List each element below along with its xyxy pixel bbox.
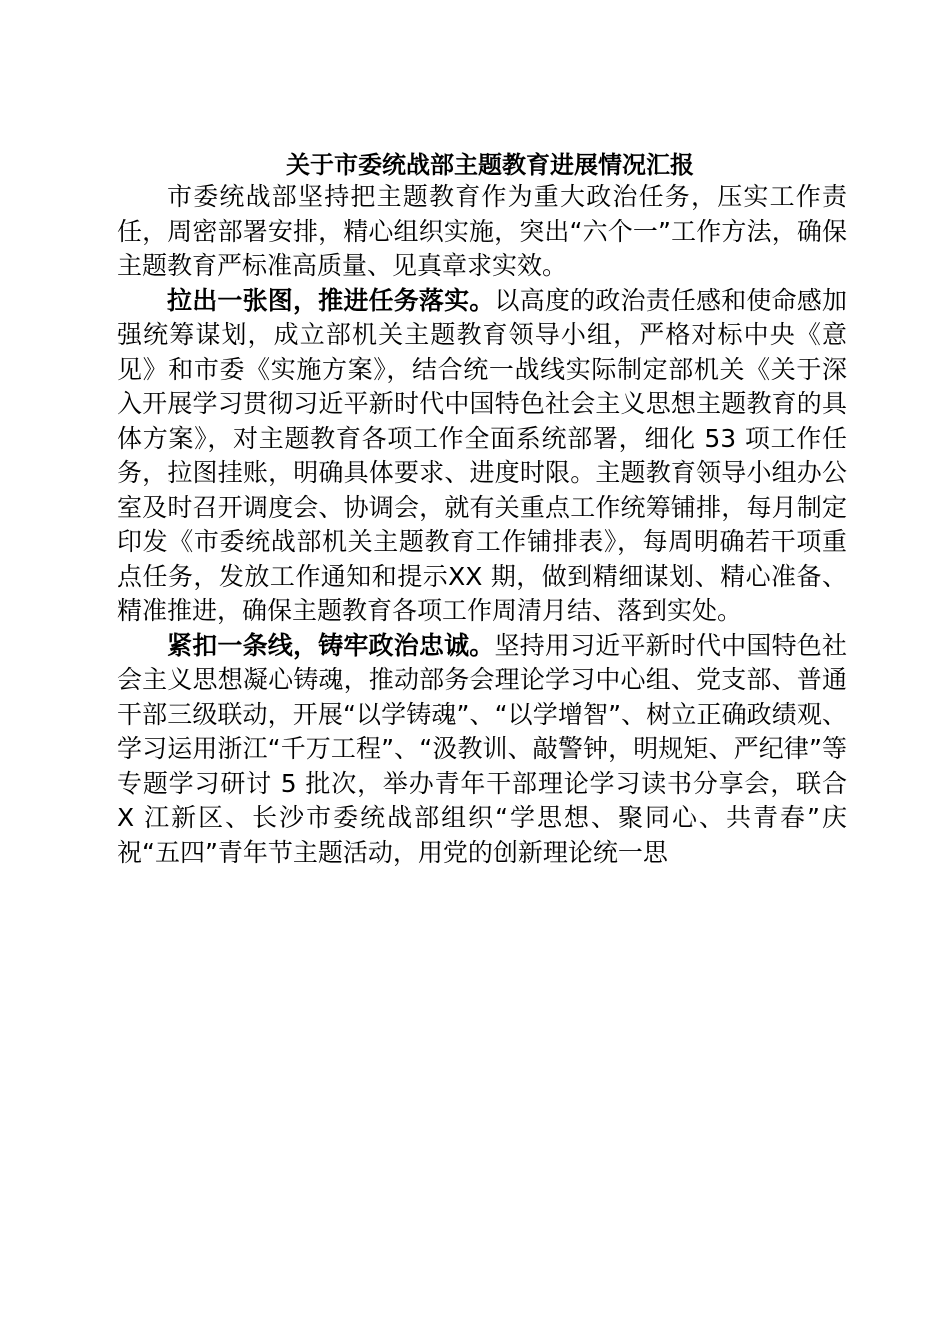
document-title: 关于市委统战部主题教育进展情况汇报 (286, 151, 694, 179)
paragraph-intro-text: 市委统战部坚持把主题教育作为重大政治任务，压实工作责任，周密部署安排，精心组织实施，突出“六个一”工作方法，确保主题教育严标准高质量、见真章求实效。 (117, 182, 847, 280)
paragraph-task-text: 以高度的政治责任感和使命感加强统筹谋划，成立部机关主题教育领导小组，严格对标中央《意见》和市委《实施方案》，结合统一战线实际制定部机关《关于深入开展学习贯彻习近平新时代中国特色社会主义思想主题教育的具体方案》，对主题教育各项工作全面系统部署，细化 53 项工作任务，拉图挂账，明确具体要求、进度时限。主题教育领导小组办公室及时召开调度会、协调会，就有关重点工作统筹铺排，每月制定印发《市委统战部机关主题教育工作铺排表》，每周明确若干项重点任务，发放工作通知和提示XX 期，做到精细谋划、精心准备、精准推进，确保主题教育各项工作周清月结、落到实处。 (117, 285, 847, 625)
paragraph-loyalty-text: 坚持用习近平新时代中国特色社会主义思想凝心铸魂，推动部务会理论学习中心组、党支部、普通干部三级联动，开展“以学铸魂”、“以学增智”、树立正确政绩观、学习运用浙江“千万工程”、“汲教训、敲警钟，明规矩、严纪律”等专题学习研讨 5 批次，举办青年干部理论学习读书分享会，联合 X 江新区、长沙市委统战部组织“学思想、聚同心、共青春”庆祝“五四”青年节主题活动，用党的创新理论统一思 (117, 630, 847, 867)
paragraph-political-loyalty (117, 629, 847, 871)
paragraph-heading-loyalty: 紧扣一条线，铸牢政治忠诚。 (167, 630, 495, 660)
paragraph-task-implementation (117, 284, 847, 629)
paragraph-intro (117, 180, 847, 284)
document-page (117, 150, 847, 870)
paragraph-heading-task: 拉出一张图，推进任务落实。 (167, 285, 495, 315)
